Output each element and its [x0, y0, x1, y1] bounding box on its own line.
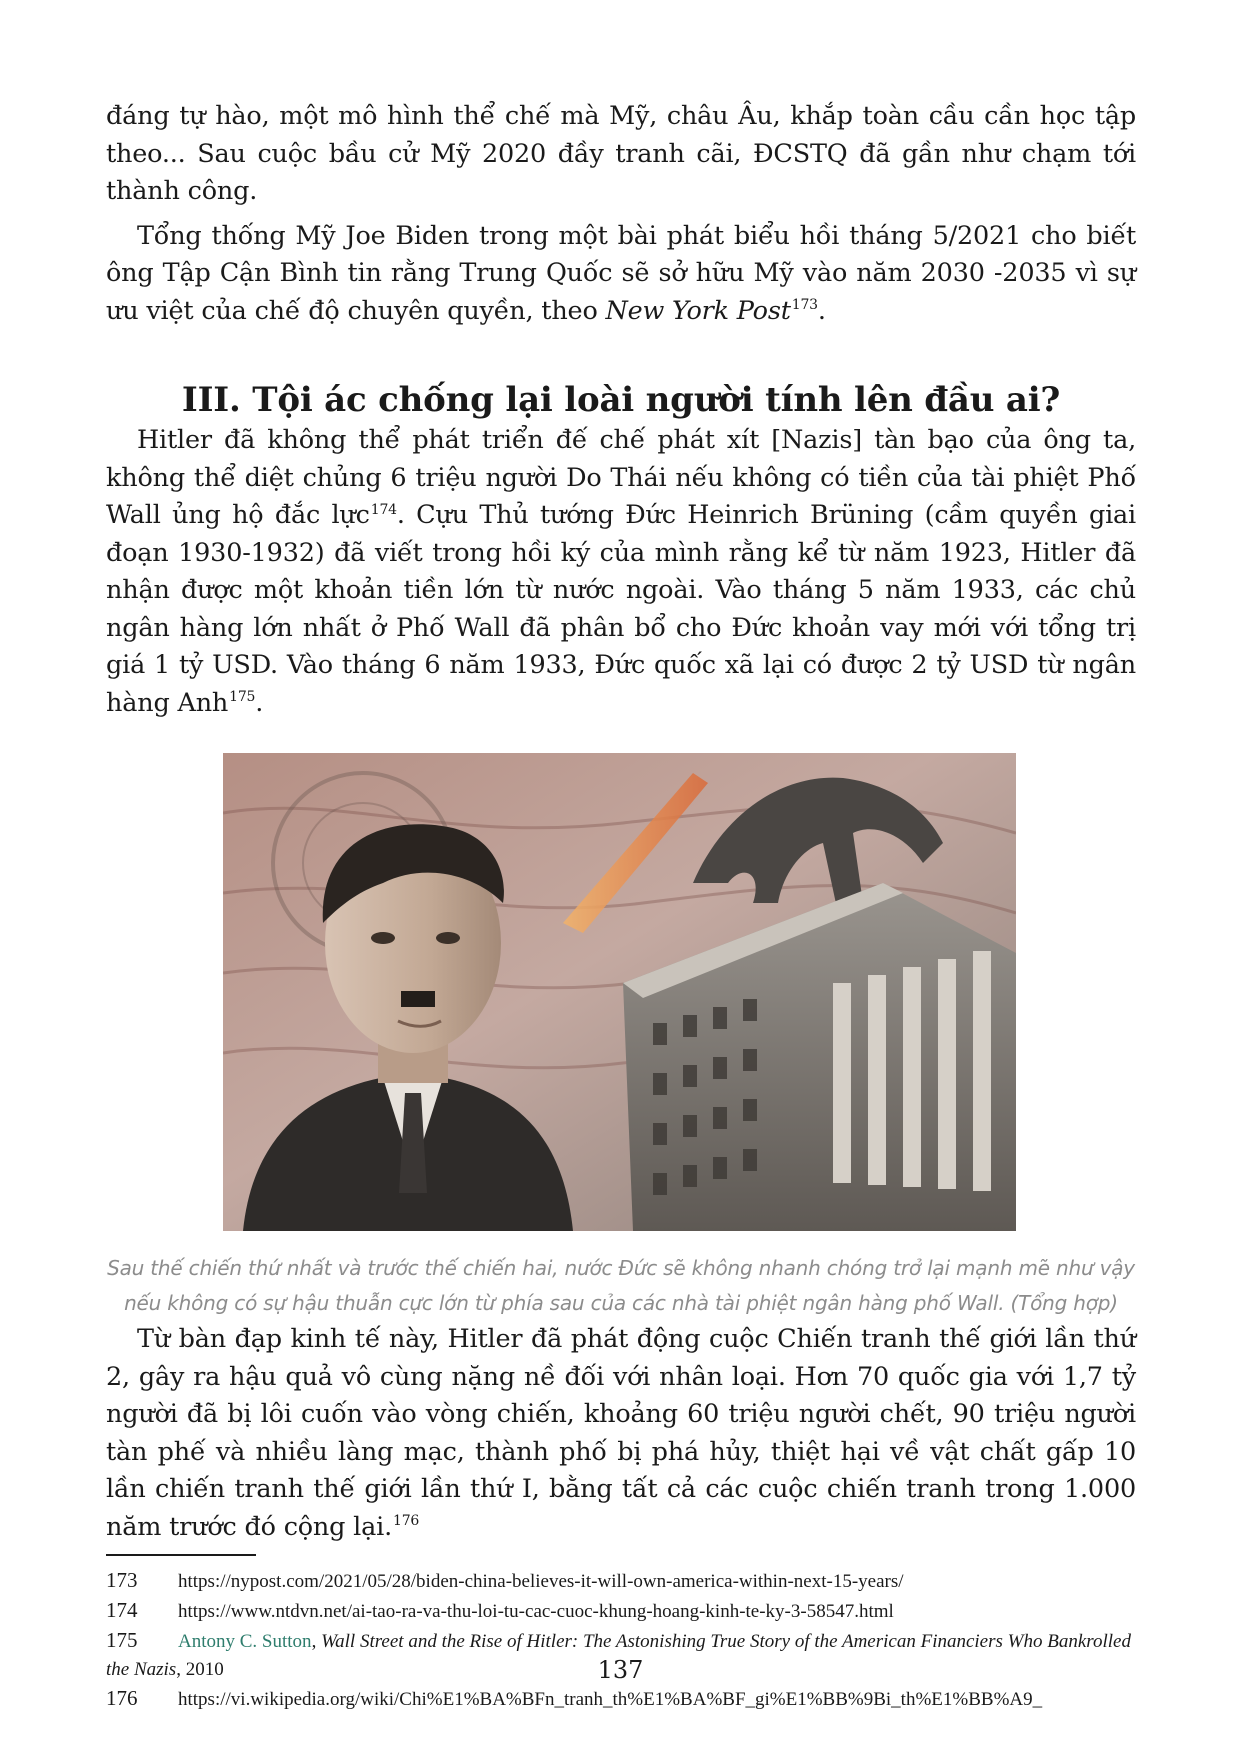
footnote-author-link[interactable]: Antony C. Sutton — [178, 1631, 312, 1652]
page-content — [106, 98, 1136, 1714]
footnote-url[interactable]: https://www.ntdvn.net/ai-tao-ra-va-thu-loi-tu-cac-cuoc-khung-hoang-kinh-te-ky-3-58547.html — [178, 1601, 894, 1622]
footnote-number: 175 — [106, 1628, 138, 1652]
paragraph-3-text-a: Hitler đã không thể phát triển đế chế phát xít [Nazis] tàn bạo của ông ta, không thể diệt chủng 6 triệu người Do Thái nếu không có tiền của tài phiệt Phố Wall ủng hộ đắc lực — [106, 425, 1136, 530]
footnotes — [106, 1566, 1136, 1714]
paragraph-3-text-b: . Cựu Thủ tướng Đức Heinrich Brüning (cầm quyền giai đoạn 1930-1932) đã viết trong hồi ký của mình rằng kể từ năm 1923, Hitler đã nhận được một khoản tiền lớn từ nước ngoài. Vào tháng 5 năm 1933, các chủ ngân hàng lớn nhất ở Phố Wall đã phân bổ cho Đức khoản vay mới với tổng trị giá 1 tỷ USD. Vào tháng 6 năm 1933, Đức quốc xã lại có được 2 tỷ USD từ ngân hàng Anh — [106, 500, 1137, 718]
paragraph-2-end: . — [817, 295, 826, 326]
footnote-number: 173 — [106, 1568, 138, 1592]
section-heading: III. Tội ác chống lại loài người tính lên đầu ai? — [181, 380, 1061, 420]
footnote-176 — [106, 1684, 1136, 1714]
page-number: 137 — [597, 1656, 644, 1684]
paragraph-2 — [106, 218, 1136, 331]
figure-caption: Sau thế chiến thứ nhất và trước thế chiến hai, nước Đức sẽ không nhanh chóng trở lại mạnh mẽ như vậy nếu không có sự hậu thuẫn cực lớn từ phía sau của các nhà tài phiệt ngân hàng phố Wall. (Tổng hợp) — [107, 1256, 1135, 1315]
paragraph-2-text: Tổng thống Mỹ Joe Biden trong một bài phát biểu hồi tháng 5/2021 cho biết ông Tập Cận Bình tin rằng Trung Quốc sẽ sở hữu Mỹ vào năm 2030 -2035 vì sự ưu việt của chế độ chuyên quyền, theo — [106, 220, 1136, 326]
footnote-number: 176 — [106, 1686, 138, 1710]
paragraph-1-text: đáng tự hào, một mô hình thể chế mà Mỹ, châu Âu, khắp toàn cầu cần học tập theo... Sau cuộc bầu cử Mỹ 2020 đầy tranh cãi, ĐCSTQ đã gần như chạm tới thành công. — [106, 101, 1136, 206]
footnote-separator: , — [311, 1631, 322, 1652]
source-new-york-post: New York Post — [605, 295, 791, 326]
footnote-divider — [106, 1554, 256, 1556]
paragraph-4-text: Từ bàn đạp kinh tế này, Hitler đã phát động cuộc Chiến tranh thế giới lần thứ 2, gây ra hậu quả vô cùng nặng nề đối với nhân loại. Hơn 70 quốc gia với 1,7 tỷ người đã bị lôi cuốn vào vòng chiến, khoảng 60 triệu người chết, 90 triệu người tàn phế và nhiều làng mạc, thành phố bị phá hủy, thiệt hại về vật chất gấp 10 lần chiến tranh thế giới lần thứ I, bằng tất cả các cuộc chiến tranh trong 1.000 năm trước đó cộng lại. — [106, 1324, 1136, 1542]
footnote-year: , 2010 — [176, 1659, 224, 1680]
paragraph-3 — [106, 422, 1136, 722]
paragraph-4 — [106, 1321, 1136, 1546]
footnote-number: 174 — [106, 1598, 138, 1622]
footnote-ref-176[interactable]: 176 — [393, 1513, 420, 1529]
footnote-url[interactable]: https://nypost.com/2021/05/28/biden-china-believes-it-will-own-america-within-next-15-years/ — [178, 1571, 904, 1592]
hitler-wall-street-image — [223, 753, 1016, 1231]
footnote-url[interactable]: https://vi.wikipedia.org/wiki/Chi%E1%BA%BFn_tranh_th%E1%BA%BF_gi%E1%BB%9Bi_th%E1%BB%A9_ — [178, 1689, 1043, 1710]
footnote-174 — [106, 1596, 1136, 1626]
composite-illustration — [223, 753, 1016, 1231]
paragraph-3-end: . — [255, 687, 264, 718]
paragraph-1 — [106, 98, 1136, 211]
footnote-book-title: Wall Street and the Rise of Hitler: The Astonishing True Story of the American Financiers Who Bankrolled the Nazis — [106, 1631, 1131, 1680]
footnote-ref-174[interactable]: 174 — [370, 501, 397, 518]
footnote-ref-175[interactable]: 175 — [229, 689, 256, 705]
footnote-173 — [106, 1566, 1136, 1596]
footnote-ref-173[interactable]: 173 — [791, 297, 818, 313]
